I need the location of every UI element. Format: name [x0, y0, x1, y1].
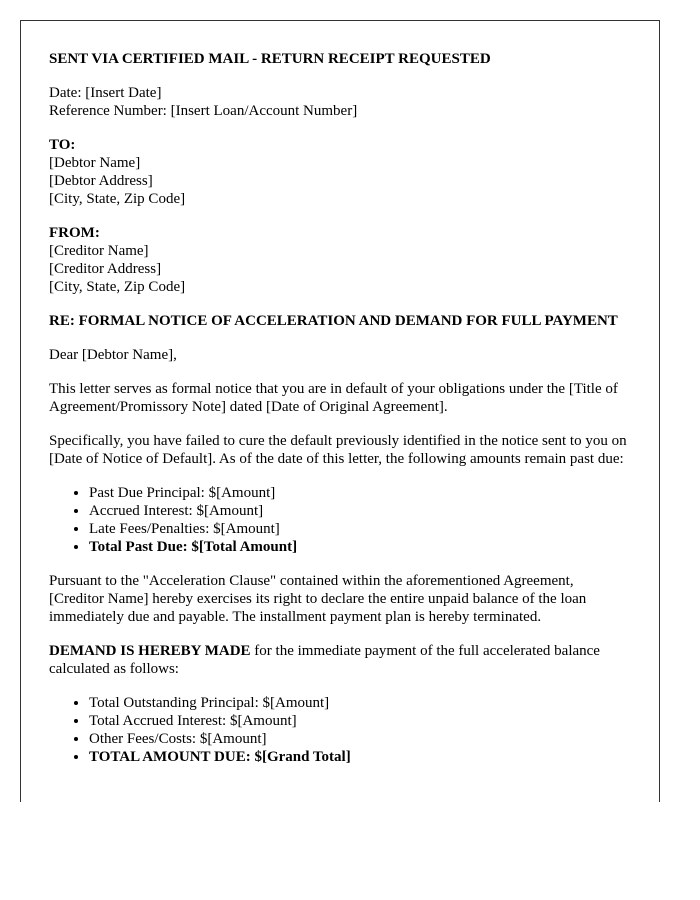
paragraph-past-due: Specifically, you have failed to cure the default previously identified in the notice sent to you on [Date of Notice of Default]. As of the date of this letter, the following amounts remain past due: [49, 433, 627, 467]
to-block [49, 136, 631, 208]
from-block [49, 224, 631, 296]
subject-line: RE: FORMAL NOTICE OF ACCELERATION AND DEMAND FOR FULL PAYMENT [49, 313, 618, 329]
list-item: • Accrued Interest: $[Amount] [89, 502, 631, 520]
list-item: • Total Accrued Interest: $[Amount] [89, 712, 631, 730]
to-line: [City, State, Zip Code] [49, 191, 186, 207]
to-line: [Debtor Address] [49, 173, 153, 189]
list-item: • Other Fees/Costs: $[Amount] [89, 730, 631, 748]
paragraph-default-notice: This letter serves as formal notice that you are in default of your obligations under the [Title of Agreement/Promissory Note] dated [Date of Original Agreement]. [49, 381, 618, 415]
from-label: FROM: [49, 225, 100, 241]
list-item: • Past Due Principal: $[Amount] [89, 484, 631, 502]
date-line: Date: [Insert Date] [49, 85, 162, 101]
meta-block [49, 84, 631, 120]
list-item-grand-total: • TOTAL AMOUNT DUE: $[Grand Total] [89, 748, 631, 766]
list-item: • Total Outstanding Principal: $[Amount] [89, 694, 631, 712]
demand-text: for the immediate payment of the full accelerated balance calculated as follows: [49, 643, 600, 677]
list-item: • Late Fees/Penalties: $[Amount] [89, 520, 631, 538]
letter-document [20, 20, 660, 802]
accelerated-balance-list [49, 694, 631, 766]
to-label: TO: [49, 137, 76, 153]
mail-header: SENT VIA CERTIFIED MAIL - RETURN RECEIPT REQUESTED [49, 51, 491, 67]
salutation: Dear [Debtor Name], [49, 347, 177, 363]
paragraph-acceleration: Pursuant to the "Acceleration Clause" contained within the aforementioned Agreement, [Creditor Name] hereby exercises its right to declare the entire unpaid balance of the loan immediately due and payable. The installment payment plan is hereby terminated. [49, 573, 587, 625]
paragraph-demand [49, 642, 631, 678]
past-due-list [49, 484, 631, 556]
from-line: [City, State, Zip Code] [49, 279, 186, 295]
from-line: [Creditor Name] [49, 243, 149, 259]
from-line: [Creditor Address] [49, 261, 162, 277]
to-line: [Debtor Name] [49, 155, 141, 171]
list-item-total: • Total Past Due: $[Total Amount] [89, 538, 631, 556]
reference-line: Reference Number: [Insert Loan/Account Number] [49, 103, 358, 119]
demand-emphasis: DEMAND IS HEREBY MADE [49, 643, 251, 659]
